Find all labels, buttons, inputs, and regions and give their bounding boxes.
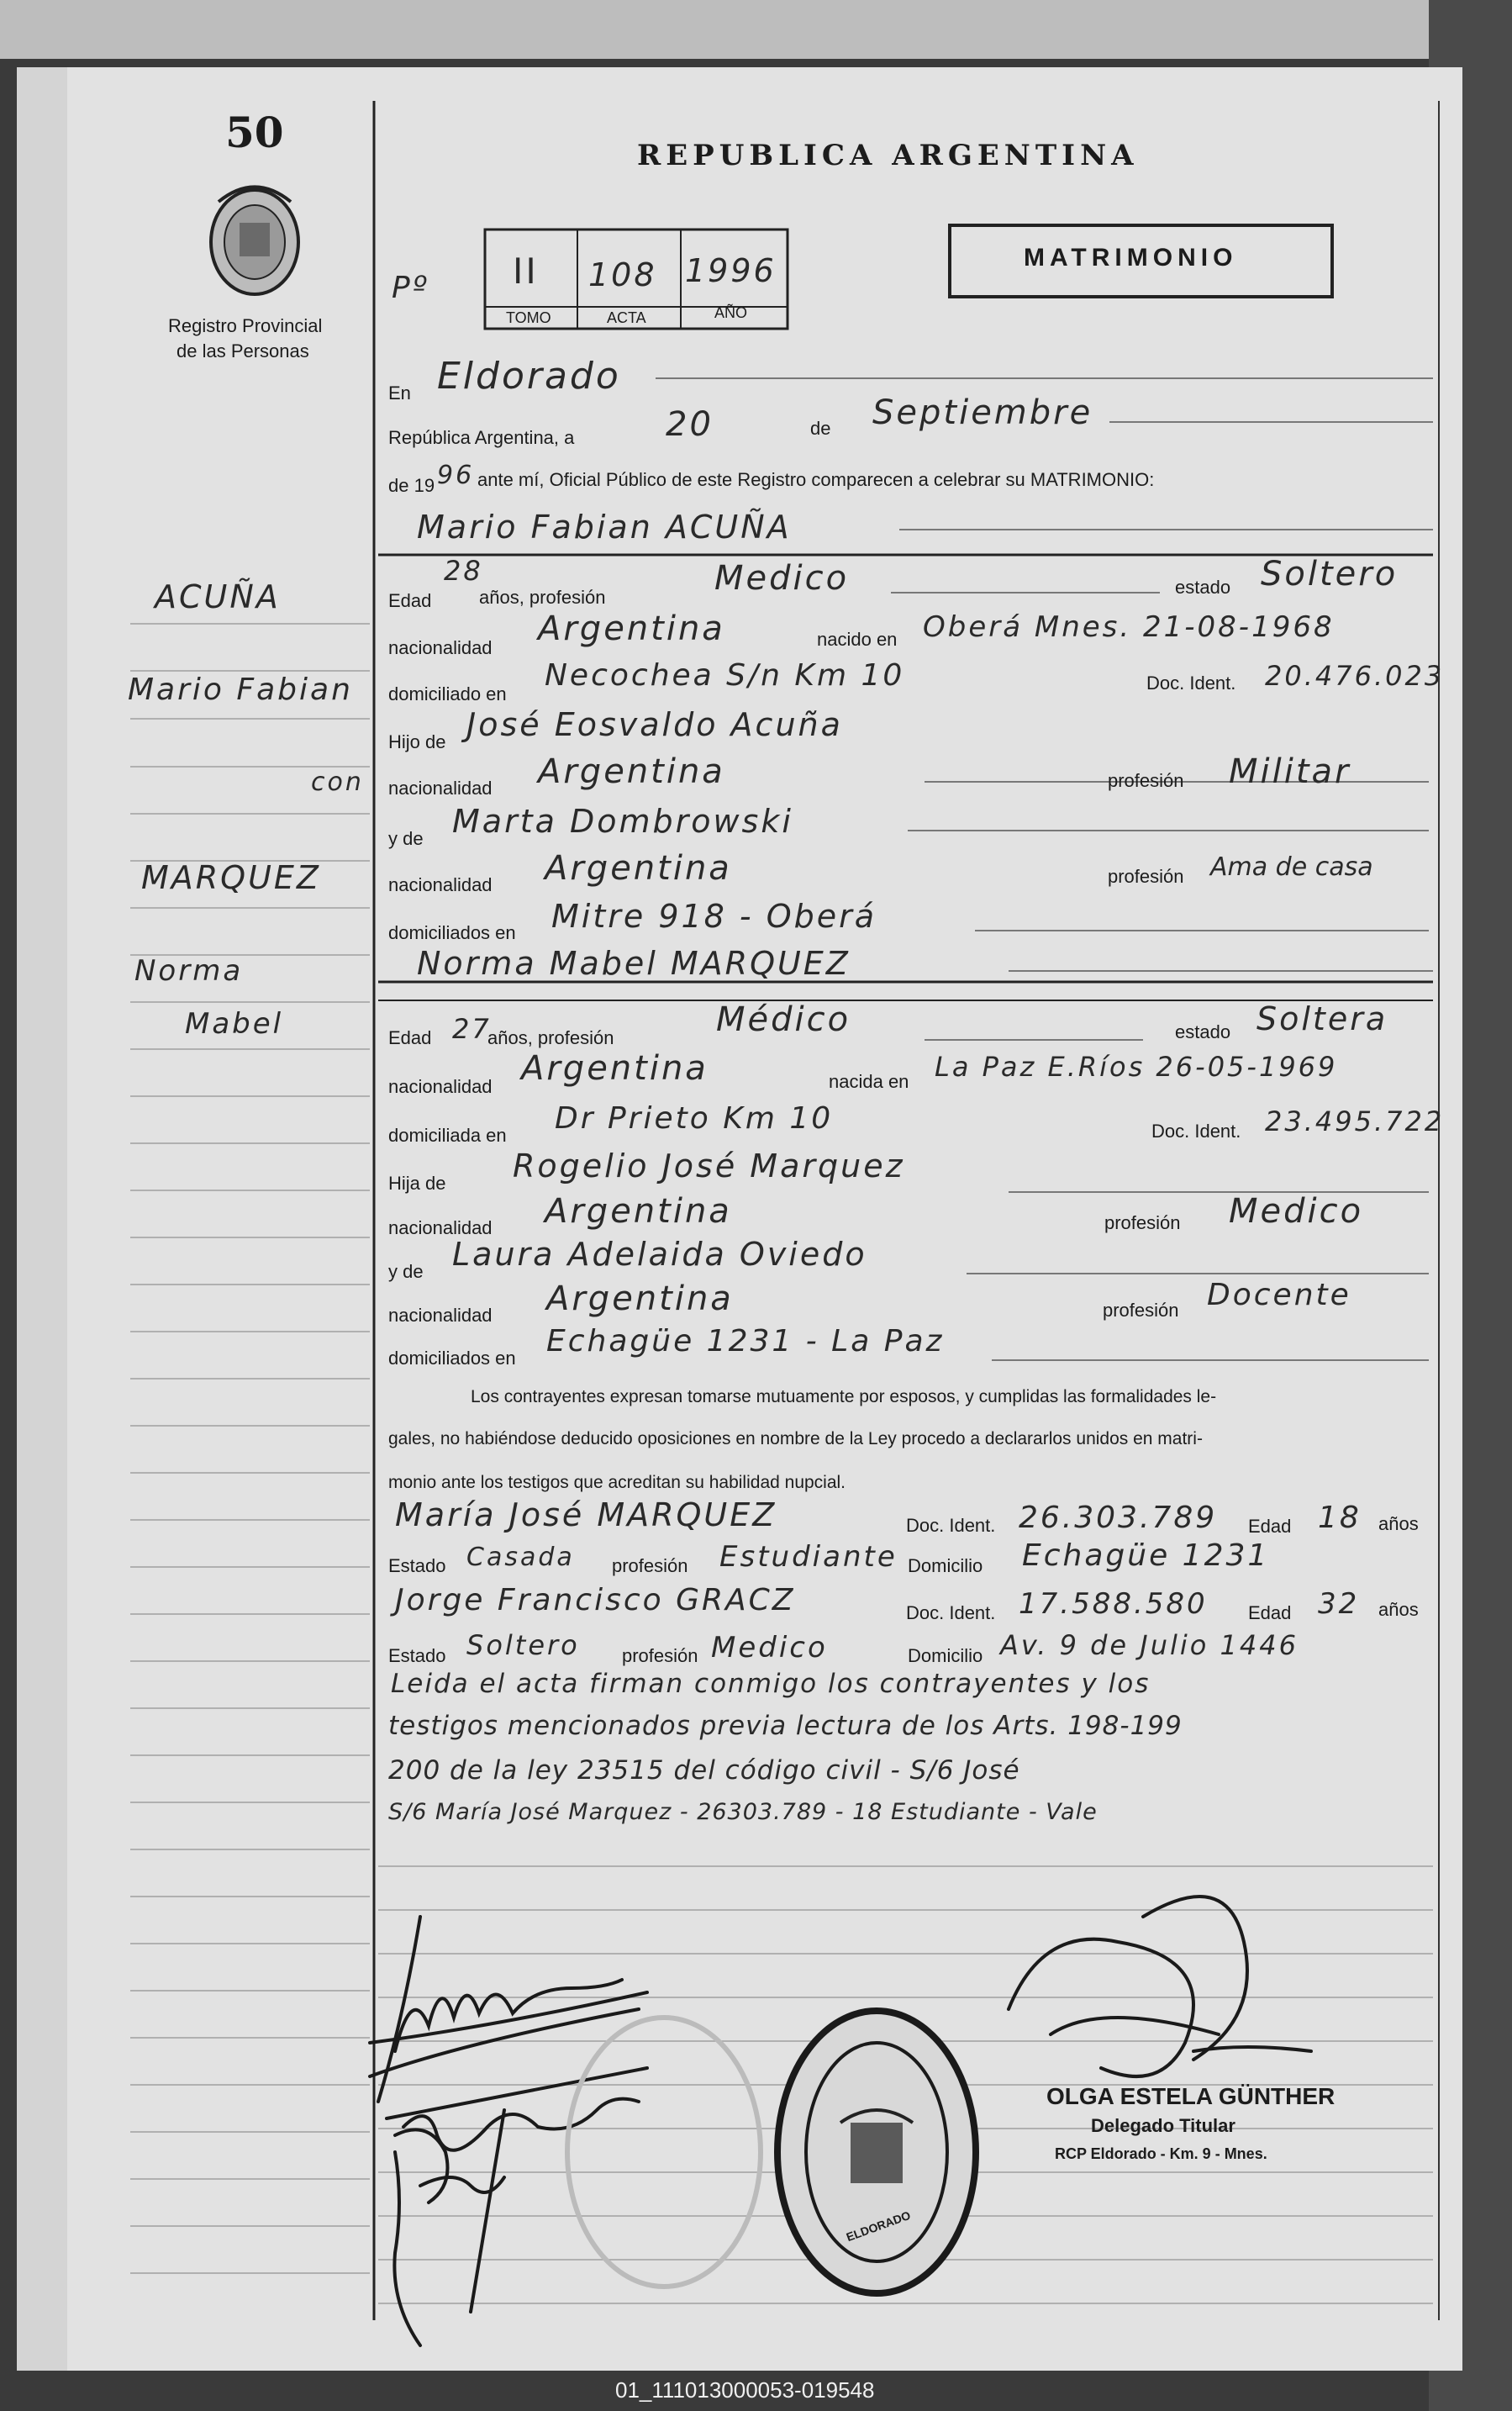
bride-parents-address-label: domiciliados en xyxy=(388,1348,516,1369)
bride-father-label: Hija de xyxy=(388,1173,446,1194)
bride-mother-prof-label: profesión xyxy=(1103,1300,1179,1321)
folio-number: 50 xyxy=(225,108,284,157)
witness2-age: 32 xyxy=(1318,1587,1360,1621)
country-heading: REPUBLICA ARGENTINA xyxy=(637,139,1139,172)
bride-nationality: Argentina xyxy=(521,1049,709,1088)
witness2-status: Soltero xyxy=(466,1629,580,1661)
office-name-line1: Registro Provincial xyxy=(168,315,323,336)
witness1-age: 18 xyxy=(1318,1501,1362,1535)
bride-nat-label: nacionalidad xyxy=(388,1076,493,1097)
official-title: Delegado Titular xyxy=(1091,2115,1235,2136)
groom-mother-nat: Argentina xyxy=(545,849,732,888)
witness2-address: Av. 9 de Julio 1446 xyxy=(1000,1629,1299,1661)
witness2-estado-label: Estado xyxy=(388,1645,446,1666)
groom-mother-label: y de xyxy=(388,828,424,849)
bride-born-label: nacida en xyxy=(829,1071,909,1092)
groom-father-nat-label: nacionalidad xyxy=(388,778,493,799)
groom-address: Necochea S/n Km 10 xyxy=(545,658,905,693)
margin-note: Pº xyxy=(392,271,429,305)
groom-mother-prof-label: profesión xyxy=(1108,866,1184,887)
groom-estado-label: estado xyxy=(1175,577,1231,598)
declaration-line3: monio ante los testigos que acreditan su habilidad nupcial. xyxy=(388,1473,846,1492)
bride-full-name: Norma Mabel MARQUEZ xyxy=(417,945,851,982)
de-label: de xyxy=(810,418,831,439)
year-prefix-label: de 19 xyxy=(388,475,435,496)
groom-parents-address-label: domiciliados en xyxy=(388,922,516,943)
witness2-edad-label: Edad xyxy=(1248,1602,1292,1623)
groom-doc-label: Doc. Ident. xyxy=(1146,673,1236,694)
bride-doc: 23.495.722 xyxy=(1265,1105,1445,1137)
groom-age: 28 xyxy=(444,555,483,587)
bride-doc-label: Doc. Ident. xyxy=(1151,1121,1241,1142)
sidebar-given1: Mario Fabian xyxy=(128,673,353,707)
groom-father: José Eosvaldo Acuña xyxy=(466,706,843,743)
groom-profession: Medico xyxy=(714,559,850,598)
bride-mother-label: y de xyxy=(388,1261,424,1282)
groom-doc: 20.476.023 xyxy=(1265,660,1445,692)
witness1-status: Casada xyxy=(466,1543,575,1572)
groom-father-label: Hijo de xyxy=(388,731,446,752)
sidebar-given2b: Mabel xyxy=(185,1007,284,1041)
witness1-anios-label: años xyxy=(1378,1513,1419,1534)
bride-parents-address: Echagüe 1231 - La Paz xyxy=(546,1324,945,1358)
witness2-profession: Medico xyxy=(711,1631,828,1664)
official-name: OLGA ESTELA GÜNTHER xyxy=(1046,2083,1336,2109)
bride-father-nat-label: nacionalidad xyxy=(388,1217,493,1238)
groom-status: Soltero xyxy=(1261,555,1399,594)
place-value: Eldorado xyxy=(437,355,621,398)
witness1-prof-label: profesión xyxy=(612,1555,688,1576)
month-value: Septiembre xyxy=(872,393,1093,432)
closing-line4: S/6 María José Marquez - 26303.789 - 18 Estudiante - Vale xyxy=(388,1799,1098,1825)
bride-mother-nat-label: nacionalidad xyxy=(388,1305,493,1326)
witness1-doc-label: Doc. Ident. xyxy=(906,1515,996,1536)
en-label: En xyxy=(388,382,411,404)
bride-mother-prof: Docente xyxy=(1207,1278,1351,1312)
anio-value: 1996 xyxy=(685,252,777,289)
groom-address-label: domiciliado en xyxy=(388,683,507,704)
groom-nationality: Argentina xyxy=(538,609,725,648)
sidebar-surname2: MARQUEZ xyxy=(141,859,321,896)
bride-birth: La Paz E.Ríos 26-05-1969 xyxy=(935,1051,1338,1083)
witness2-domicilio-label: Domicilio xyxy=(908,1645,983,1666)
groom-parents-address: Mitre 918 - Oberá xyxy=(551,898,877,935)
declaration-line1: Los contrayentes expresan tomarse mutuamente por esposos, y cumplidas las formalidades le- xyxy=(471,1387,1217,1406)
closing-line1: Leida el acta firman conmigo los contrayentes y los xyxy=(391,1669,1151,1699)
witness2-doc-label: Doc. Ident. xyxy=(906,1602,996,1623)
groom-mother-prof: Ama de casa xyxy=(1210,852,1373,882)
bride-edad-label: Edad xyxy=(388,1027,432,1048)
groom-nat-label: nacionalidad xyxy=(388,637,493,658)
bride-mother: Laura Adelaida Oviedo xyxy=(452,1236,867,1273)
office-name-line2: de las Personas xyxy=(176,340,309,361)
bride-anios-prof-label: años, profesión xyxy=(487,1027,614,1048)
witness2-doc: 17.588.580 xyxy=(1019,1587,1208,1621)
witness2-prof-label: profesión xyxy=(622,1645,698,1666)
groom-edad-label: Edad xyxy=(388,590,432,611)
coat-of-arms-emblem xyxy=(211,187,298,295)
closing-line3: 200 de la ley 23515 del código civil - S/6 José xyxy=(388,1755,1020,1786)
anio-label: AÑO xyxy=(714,304,748,321)
groom-full-name: Mario Fabian ACUÑA xyxy=(417,509,792,546)
sidebar-given2a: Norma xyxy=(134,954,244,988)
bride-father-nat: Argentina xyxy=(545,1192,732,1231)
witness1-edad-label: Edad xyxy=(1248,1516,1292,1537)
witness1-doc: 26.303.789 xyxy=(1019,1501,1218,1535)
closing-line2: testigos mencionados previa lectura de los Arts. 198-199 xyxy=(388,1711,1183,1741)
bride-status: Soltera xyxy=(1256,1000,1388,1037)
republica-label: República Argentina, a xyxy=(388,427,575,448)
act-type-label: MATRIMONIO xyxy=(1024,244,1238,272)
day-value: 20 xyxy=(666,405,714,444)
acta-value: 108 xyxy=(588,256,657,293)
groom-mother-nat-label: nacionalidad xyxy=(388,874,493,895)
groom-father-prof: Militar xyxy=(1229,752,1351,791)
witness1-name: María José MARQUEZ xyxy=(395,1496,777,1533)
groom-father-prof-label: profesión xyxy=(1108,770,1184,791)
groom-father-nat: Argentina xyxy=(538,752,725,791)
witness1-address: Echagüe 1231 xyxy=(1022,1538,1270,1573)
acta-label: ACTA xyxy=(607,309,646,326)
witness2-anios-label: años xyxy=(1378,1599,1419,1620)
witness1-estado-label: Estado xyxy=(388,1555,446,1576)
tomo-label: TOMO xyxy=(506,309,551,326)
witness1-profession: Estudiante xyxy=(719,1540,898,1574)
groom-birth: Oberá Mnes. 21-08-1968 xyxy=(923,610,1335,644)
intro-text: ante mí, Oficial Público de este Registro comparecen a celebrar su MATRIMONIO: xyxy=(477,469,1155,490)
declaration-line2: gales, no habiéndose deducido oposiciones en nombre de la Ley procedo a declararlos unidos en matri- xyxy=(388,1429,1203,1448)
year-suffix-value: 96 xyxy=(437,461,475,490)
bride-address: Dr Prieto Km 10 xyxy=(555,1101,834,1136)
bride-father-prof-label: profesión xyxy=(1104,1212,1181,1233)
groom-anios-prof-label: años, profesión xyxy=(479,587,606,608)
footer-image-id: 01_111013000053-019548 xyxy=(615,2377,875,2403)
official-round-seal xyxy=(777,2011,976,2293)
bride-mother-nat: Argentina xyxy=(546,1279,734,1318)
official-office: RCP Eldorado - Km. 9 - Mnes. xyxy=(1055,2145,1267,2162)
bride-profession: Médico xyxy=(716,1000,851,1039)
bride-estado-label: estado xyxy=(1175,1021,1231,1042)
groom-born-label: nacido en xyxy=(817,629,898,650)
witness2-name: Jorge Francisco GRACZ xyxy=(395,1583,796,1617)
bride-father: Rogelio José Marquez xyxy=(513,1147,905,1184)
witness1-domicilio-label: Domicilio xyxy=(908,1555,983,1576)
groom-mother: Marta Dombrowski xyxy=(452,803,793,840)
tomo-value: II xyxy=(513,251,539,292)
sidebar-con: con xyxy=(311,768,364,797)
seal-town: ELDORADO xyxy=(844,2208,913,2245)
bride-father-prof: Medico xyxy=(1229,1192,1364,1231)
bride-address-label: domiciliada en xyxy=(388,1125,507,1146)
sidebar-surname1: ACUÑA xyxy=(155,578,281,615)
bride-age: 27 xyxy=(452,1013,492,1045)
